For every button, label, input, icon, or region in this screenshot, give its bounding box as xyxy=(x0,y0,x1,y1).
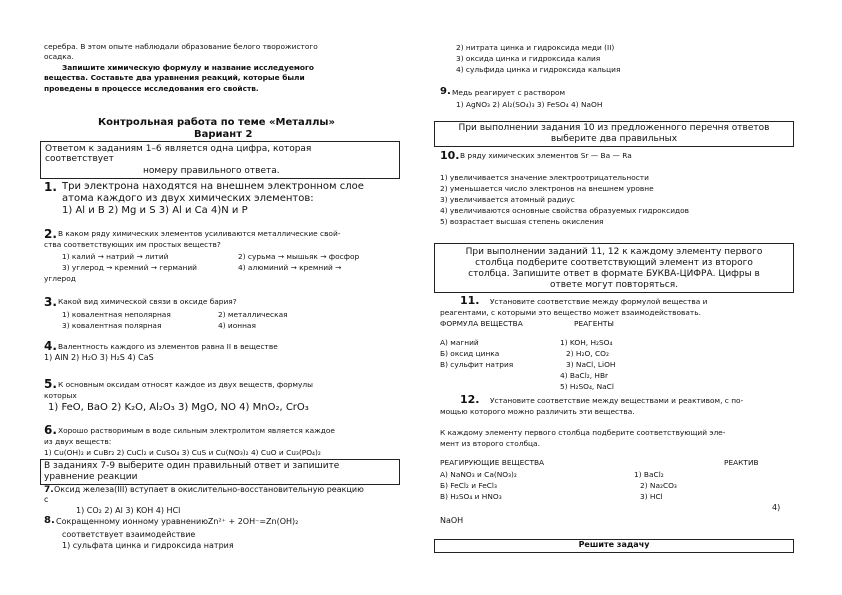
intro-line-3: Запишите химическую формулу и название исследуемого xyxy=(62,63,314,72)
q11-reagent-1: 1) KOH, H₂SO₄ xyxy=(560,338,613,347)
instruction-box-11-12 xyxy=(434,243,794,293)
q12-text-1: Установите соответствие между веществами и реактивом, с по- xyxy=(490,396,744,405)
q2-text-1: В каком ряду химических элементов усиливаются металлические свой- xyxy=(58,229,341,238)
q12-item-a: А) NaNO₃ и Ca(NO₃)₂ xyxy=(440,470,517,479)
box-11-12-line-1: При выполнении заданий 11, 12 к каждому элементу первого xyxy=(465,247,763,257)
instruction-box-10 xyxy=(434,121,794,147)
q2-option-3: 3) углерод → кремний → германий xyxy=(62,263,197,272)
q11-text-2: реагентами, с которыми это вещество может взаимодействовать. xyxy=(440,308,701,317)
q12-reagent-4: NaOH xyxy=(440,516,464,525)
q10-option-3: 3) увеличивается атомный радиус xyxy=(440,195,575,204)
answer-box-line-1: Ответом к заданиям 1–6 является одна цифра, которая xyxy=(45,144,312,154)
q11-text-1: Установите соответствие между формулой вещества и xyxy=(490,297,708,306)
q12-reagent-4-number: 4) xyxy=(772,503,781,512)
q10-option-1: 1) увеличивается значение электроотрицательности xyxy=(440,173,649,182)
q6-number: 6. xyxy=(44,423,57,437)
q3-option-4: 4) ионная xyxy=(218,321,256,330)
q10-option-2: 2) уменьшается число электронов на внешнем уровне xyxy=(440,184,654,193)
q9-text: Медь реагирует с раствором xyxy=(452,88,566,97)
q5-text-2: которых xyxy=(44,391,77,400)
q12-text-4: мент из второго столбца. xyxy=(440,439,540,448)
q3-option-2: 2) металлическая xyxy=(218,310,288,319)
q10-option-5: 5) возрастает высшая степень окисления xyxy=(440,217,604,226)
box-10-line-1: При выполнении задания 10 из предложенного перечня ответов xyxy=(458,123,770,133)
q12-reagent-3: 3) HCl xyxy=(640,492,663,501)
box-11-12-line-4: ответе могут повторяться. xyxy=(549,280,679,290)
q8-option-2: 2) нитрата цинка и гидроксида меди (II) xyxy=(456,43,615,52)
q9-options: 1) AgNO₃ 2) Al₂(SO₄)₃ 3) FeSO₄ 4) NaOH xyxy=(456,100,603,109)
answer-box-line-3: номеру правильного ответа. xyxy=(143,166,280,176)
q1-number: 1. xyxy=(44,180,57,194)
q4-text: Валентность каждого из элементов равна II в веществе xyxy=(58,342,278,351)
q8-number: 8. xyxy=(44,515,55,526)
answer-instruction-box xyxy=(40,141,400,179)
q2-number: 2. xyxy=(44,227,57,241)
q5-number: 5. xyxy=(44,377,57,391)
q12-reagent-2: 2) Na₂CO₃ xyxy=(640,481,677,490)
q2-option-4: 4) алюминий → кремний → xyxy=(238,263,342,272)
q11-header-formula: ФОРМУЛА ВЕЩЕСТВА xyxy=(440,319,523,328)
q10-text: В ряду химических элементов Sr — Ba — Ra xyxy=(460,151,632,160)
q2-option-1: 1) калий → натрий → литий xyxy=(62,252,169,261)
q1-options: 1) Al и B 2) Mg и S 3) Al и Ca 4)N и P xyxy=(62,205,248,216)
test-title: Контрольная работа по теме «Металлы» xyxy=(98,117,335,128)
intro-line-5: проведены в процессе исследования его свойств. xyxy=(44,84,259,93)
answer-box-line-2: соответствует xyxy=(45,154,114,164)
q4-options: 1) AlN 2) H₂O 3) H₂S 4) CaS xyxy=(44,353,154,362)
box-7-9-line-1: В заданиях 7-9 выберите один правильный ответ и запишите xyxy=(44,461,340,471)
box-11-12-line-2: столбца подберите соответствующий элемент из второго xyxy=(475,258,753,268)
q12-text-2: мощью которого можно различить эти вещества. xyxy=(440,407,635,416)
q3-option-1: 1) ковалентная неполярная xyxy=(62,310,171,319)
q7-options: 1) CO₂ 2) Al 3) KOH 4) HCl xyxy=(76,506,181,515)
q12-item-c: В) H₂SO₄ и HNO₃ xyxy=(440,492,502,501)
q12-header-substances: РЕАГИРУЮЩИЕ ВЕЩЕСТВА xyxy=(440,458,545,467)
q11-item-b: Б) оксид цинка xyxy=(440,349,500,358)
box-10-line-2: выберите два правильных xyxy=(550,134,678,144)
q6-text-1: Хорошо растворимым в воде сильным электролитом является каждое xyxy=(58,426,335,435)
q12-header-reagent: РЕАКТИВ xyxy=(724,458,759,467)
q1-text-1: Три электрона находятся на внешнем электронном слое xyxy=(62,181,364,192)
q8-text-2: соответствует взаимодействие xyxy=(62,530,196,539)
q11-number: 11. xyxy=(460,294,480,307)
q7-text-1: Оксид железа(III) вступает в окислительно-восстановительную реакцию xyxy=(54,485,364,494)
intro-line-4: вещества. Составьте два уравнения реакций, которые были xyxy=(44,73,305,82)
q11-header-reagents: РЕАГЕНТЫ xyxy=(574,319,614,328)
q3-number: 3. xyxy=(44,295,57,309)
q7-number: 7. xyxy=(44,485,54,495)
q11-item-a: А) магний xyxy=(440,338,479,347)
q5-text-1: К основным оксидам относят каждое из двух веществ, формулы xyxy=(58,380,313,389)
solve-problem-box xyxy=(434,539,794,553)
q8-option-1: 1) сульфата цинка и гидроксида натрия xyxy=(62,541,234,550)
q6-options: 1) Cu(OH)₂ и CuBr₂ 2) CuCl₂ и CuSO₄ 3) CuS и Cu(NO₃)₂ 4) CuO и Cu₃(PO₄)₂ xyxy=(44,448,321,457)
q2-option-2: 2) сурьма → мышьяк → фосфор xyxy=(238,252,360,261)
q8-option-4: 4) сульфида цинка и гидроксида кальция xyxy=(456,65,621,74)
q11-reagent-4: 4) BaCl₂, HBr xyxy=(560,371,609,380)
q2-option-4-cont: углерод xyxy=(44,274,76,283)
q11-reagent-2: 2) H₂O, CO₂ xyxy=(566,349,609,358)
box-7-9-line-2: уравнение реакции xyxy=(44,472,138,482)
box-11-12-line-3: столбца. Запишите ответ в формате БУКВА-ЦИФРА. Цифры в xyxy=(468,269,760,279)
instruction-box-7-9 xyxy=(40,459,400,485)
variant-label: Вариант 2 xyxy=(194,129,253,140)
q10-number: 10. xyxy=(440,149,460,162)
q12-reagent-1: 1) BaCl₂ xyxy=(634,470,664,479)
q11-reagent-5: 5) H₂SO₄, NaCl xyxy=(560,382,614,391)
q8-text-1: Сокращенному ионному уравнениюZn²⁺ + 2OH⁻=Zn(OH)₂ xyxy=(56,517,299,526)
q3-option-3: 3) ковалентная полярная xyxy=(62,321,162,330)
q8-option-3: 3) оксида цинка и гидроксида калия xyxy=(456,54,601,63)
q1-text-2: атома каждого из двух химических элементов: xyxy=(62,193,314,204)
q12-number: 12. xyxy=(460,393,480,406)
q3-text: Какой вид химической связи в оксиде бария? xyxy=(58,297,237,306)
q4-number: 4. xyxy=(44,339,57,353)
q7-text-2: с xyxy=(44,495,49,504)
q12-text-3: К каждому элементу первого столбца подберите соответствующий эле- xyxy=(440,428,726,437)
q11-reagent-3: 3) NaCl, LiOH xyxy=(566,360,616,369)
q9-number: 9. xyxy=(440,86,451,97)
solve-problem-label: Решите задачу xyxy=(578,540,650,549)
q12-item-b: Б) FeCl₂ и FeCl₃ xyxy=(440,481,497,490)
q6-text-2: из двух веществ: xyxy=(44,437,112,446)
q2-text-2: ства соответствующих им простых веществ? xyxy=(44,240,221,249)
intro-line-2: осадка. xyxy=(44,52,74,61)
q10-option-4: 4) увеличиваются основные свойства образуемых гидроксидов xyxy=(440,206,689,215)
q11-item-c: В) сульфит натрия xyxy=(440,360,514,369)
intro-line-1: серебра. В этом опыте наблюдали образование белого творожистого xyxy=(44,42,318,51)
q5-options: 1) FeO, BaO 2) K₂O, Al₂O₃ 3) MgO, NO 4) MnO₂, CrO₃ xyxy=(48,402,309,413)
